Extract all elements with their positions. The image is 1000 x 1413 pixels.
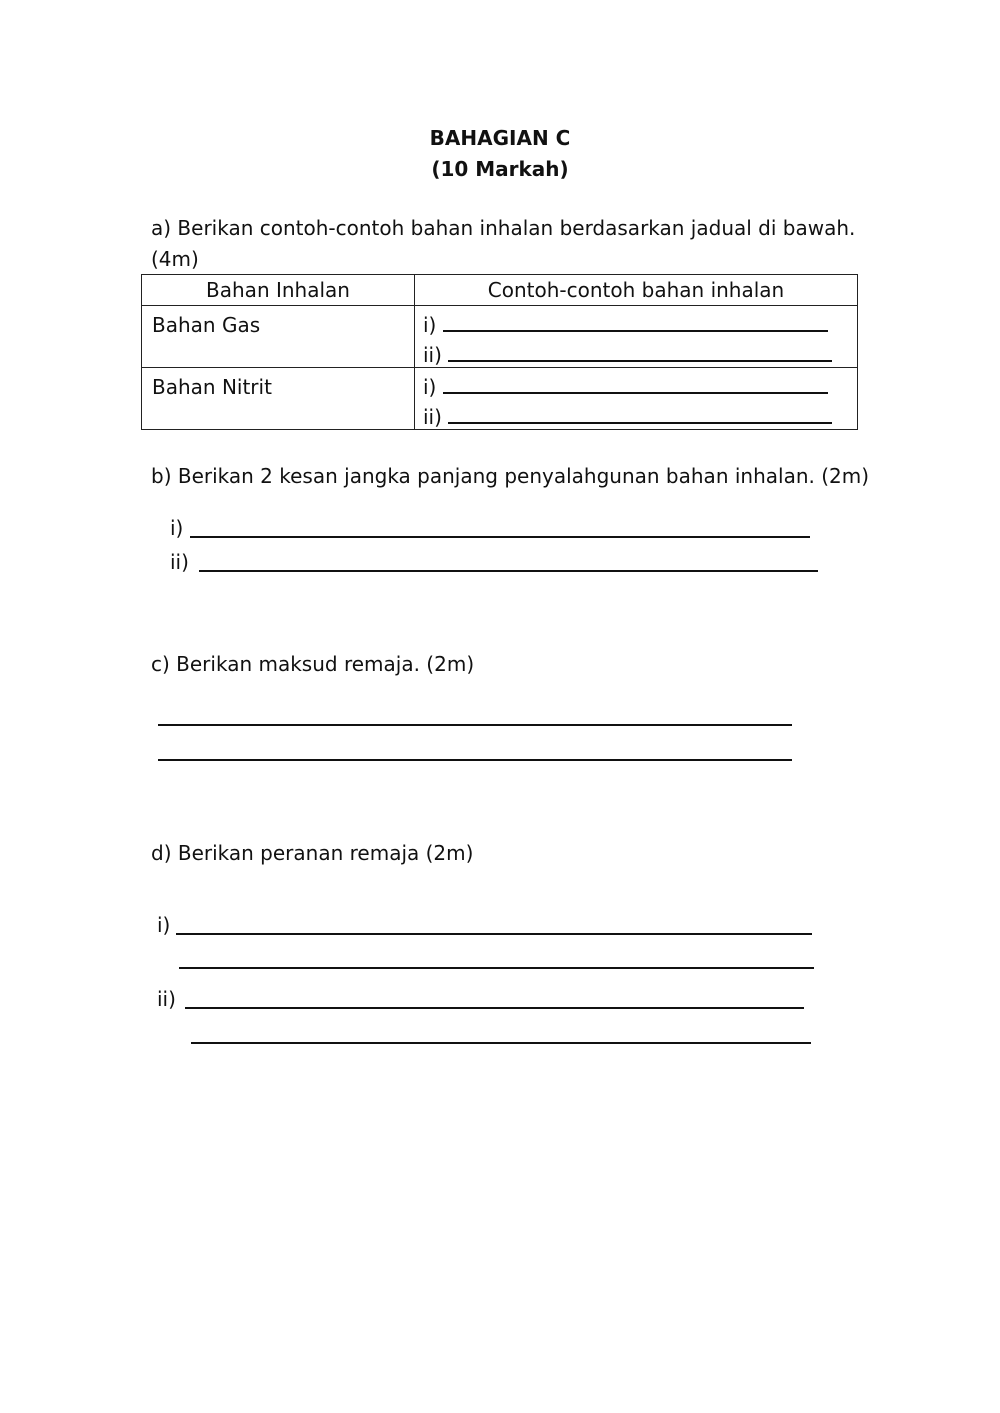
table-row bbox=[142, 368, 858, 430]
question-c-prompt: c) Berikan maksud remaja. (2m) bbox=[151, 652, 475, 676]
question-d-item-1-number: i) bbox=[157, 913, 171, 937]
question-a-prompt: a) Berikan contoh-contoh bahan inhalan berdasarkan jadual di bawah. bbox=[151, 216, 856, 240]
question-b-prompt: b) Berikan 2 kesan jangka panjang penyalahgunan bahan inhalan. (2m) bbox=[151, 464, 870, 488]
section-marks: (10 Markah) bbox=[431, 157, 569, 181]
row-label-bahan-gas: Bahan Gas bbox=[152, 313, 261, 337]
question-a-marks: (4m) bbox=[151, 247, 199, 271]
answer-number: ii) bbox=[423, 343, 442, 367]
section-title: BAHAGIAN C bbox=[429, 126, 571, 150]
inhalant-table bbox=[141, 274, 858, 430]
answer-number: i) bbox=[423, 313, 437, 337]
answer-line[interactable] bbox=[423, 312, 828, 337]
table-header-contoh: Contoh-contoh bahan inhalan bbox=[415, 275, 858, 306]
answer-blank[interactable] bbox=[443, 374, 828, 394]
table-header-row bbox=[142, 275, 858, 306]
table-cell-answers bbox=[415, 306, 858, 368]
answer-line[interactable] bbox=[423, 374, 828, 399]
question-b-answer-line-2[interactable] bbox=[199, 570, 818, 572]
question-d-prompt: d) Berikan peranan remaja (2m) bbox=[151, 841, 474, 865]
table-row bbox=[142, 306, 858, 368]
question-d-item-2-number: ii) bbox=[157, 987, 176, 1011]
question-d-item-2-line-1[interactable] bbox=[185, 1007, 804, 1009]
table-cell-label bbox=[142, 306, 415, 368]
question-c-answer-line-2[interactable] bbox=[158, 759, 792, 761]
answer-number: i) bbox=[423, 375, 437, 399]
question-b-answer-line-1[interactable] bbox=[190, 536, 810, 538]
answer-blank[interactable] bbox=[443, 312, 828, 332]
row-label-bahan-nitrit: Bahan Nitrit bbox=[152, 375, 272, 399]
answer-line[interactable] bbox=[423, 342, 832, 367]
answer-blank[interactable] bbox=[448, 342, 832, 362]
answer-number: ii) bbox=[423, 405, 442, 429]
question-d-item-1-line-1[interactable] bbox=[176, 933, 812, 935]
answer-line[interactable] bbox=[423, 404, 832, 429]
question-b-item-2-number: ii) bbox=[170, 550, 189, 574]
table-cell-answers bbox=[415, 368, 858, 430]
question-d-item-2-line-2[interactable] bbox=[191, 1042, 811, 1044]
answer-blank[interactable] bbox=[448, 404, 832, 424]
question-c-answer-line-1[interactable] bbox=[158, 724, 792, 726]
table-cell-label bbox=[142, 368, 415, 430]
question-b-item-1-number: i) bbox=[170, 516, 184, 540]
question-d-item-1-line-2[interactable] bbox=[179, 967, 814, 969]
table-header-bahan-inhalan: Bahan Inhalan bbox=[142, 275, 415, 306]
